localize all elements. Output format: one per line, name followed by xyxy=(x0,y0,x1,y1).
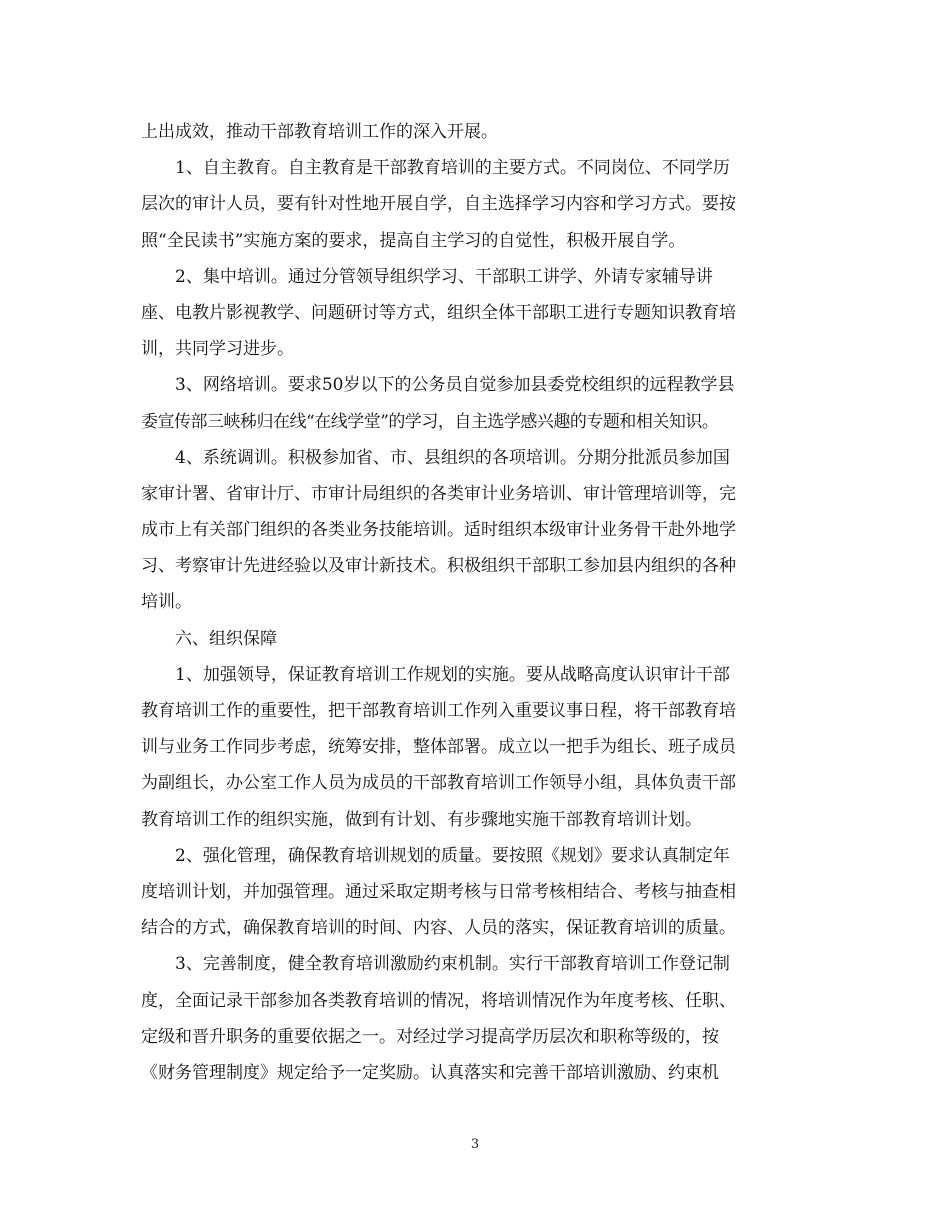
text-line: 训，共同学习进步。 xyxy=(141,339,294,360)
text-line: 教育培训工作的重要性，把干部教育培训工作列入重要议事日程，将干部教育培 xyxy=(141,701,736,721)
text-line: 培训。 xyxy=(141,592,192,613)
text-line: 4、系统调训。积极参加省、市、县组织的各项培训。分期分批派员参加国 xyxy=(175,447,730,468)
text-line: 1、加强领导，保证教育培训工作规划的实施。要从战略高度认识审计干部 xyxy=(175,664,730,685)
text-line: 教育培训工作的组织实施，做到有计划、有步骤地实施干部教育培训计划。 xyxy=(141,809,702,830)
section-heading: 六、组织保障 xyxy=(175,628,277,649)
text-line: 2、集中培训。通过分管领导组织学习、干部职工讲学、外请专家辅导讲 xyxy=(175,266,713,287)
document-body xyxy=(141,114,811,1091)
text-line: 3、完善制度，健全教育培训激励约束机制。实行干部教育培训工作登记制 xyxy=(175,954,730,975)
text-line: 《财务管理制度》规定给予一定奖励。认真落实和完善干部培训激励、约束机 xyxy=(141,1062,719,1083)
text-line: 层次的审计人员，要有针对性地开展自学，自主选择学习内容和学习方式。要按 xyxy=(141,194,736,215)
text-line: 委宣传部三峡秭归在线“在线学堂”的学习，自主选学感兴趣的专题和相关知识。 xyxy=(141,411,719,432)
text-line: 度培训计划，并加强管理。通过采取定期考核与日常考核相结合、考核与抽查相 xyxy=(141,881,736,902)
text-line: 训与业务工作同步考虑，统筹安排，整体部署。成立以一把手为组长、班子成员 xyxy=(141,737,736,758)
text-line: 习、考察审计先进经验以及审计新技术。积极组织干部职工参加县内组织的各种 xyxy=(141,556,736,577)
text-line: 照“全民读书”实施方案的要求，提高自主学习的自觉性，积极开展自学。 xyxy=(141,230,686,251)
text-line: 家审计署、省审计厅、市审计局组织的各类审计业务培训、审计管理培训等，完 xyxy=(141,483,736,504)
text-line: 2、强化管理，确保教育培训规划的质量。要按照《规划》要求认真制定年 xyxy=(175,845,730,866)
text-line: 座、电教片影视教学、问题研讨等方式，组织全体干部职工进行专题知识教育培 xyxy=(141,302,736,323)
text-line: 上出成效，推动干部教育培训工作的深入开展。 xyxy=(141,122,498,142)
text-line: 成市上有关部门组织的各类业务技能培训。适时组织本级审计业务骨干赴外地学 xyxy=(141,520,736,541)
text-line: 为副组长，办公室工作人员为成员的干部教育培训工作领导小组，具体负责干部 xyxy=(141,773,736,794)
text-line: 1、自主教育。自主教育是干部教育培训的主要方式。不同岗位、不同学历 xyxy=(175,158,730,179)
text-line: 3、网络培训。要求50岁以下的公务员自觉参加县委党校组织的远程教学县 xyxy=(175,375,735,396)
text-line: 结合的方式，确保教育培训的时间、内容、人员的落实，保证教育培训的质量。 xyxy=(141,918,736,939)
text-line: 度，全面记录干部参加各类教育培训的情况，将培训情况作为年度考核、任职、 xyxy=(141,990,736,1011)
text-line: 定级和晋升职务的重要依据之一。对经过学习提高学历层次和职称等级的，按 xyxy=(141,1026,719,1047)
page-number: 3 xyxy=(470,1137,480,1152)
